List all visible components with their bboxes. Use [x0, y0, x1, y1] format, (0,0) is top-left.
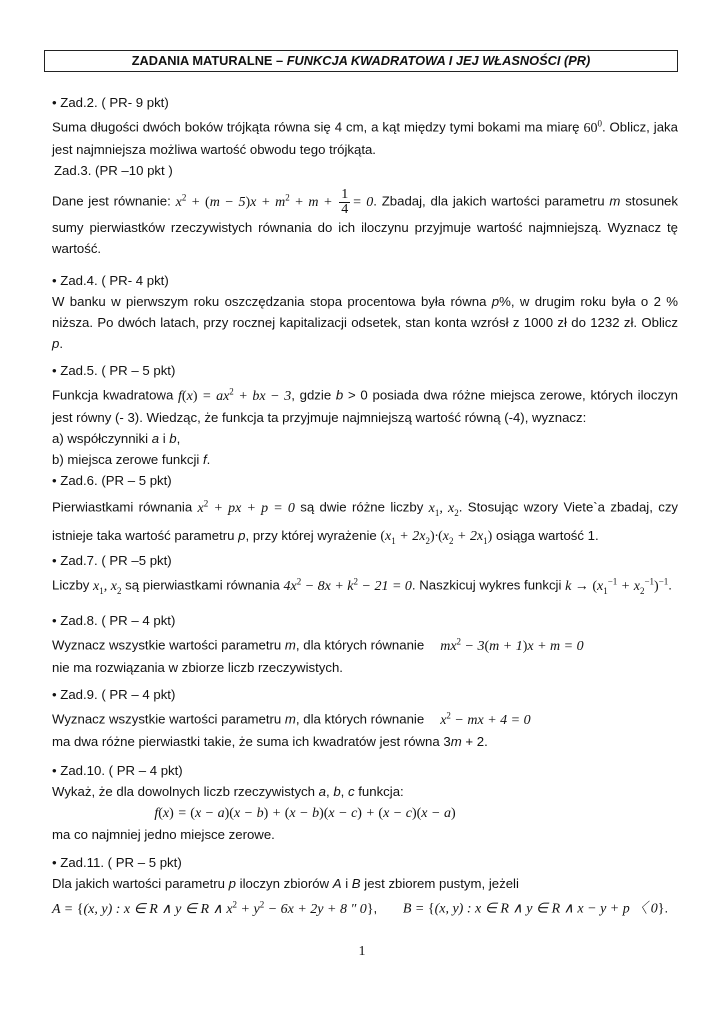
math-expression: $(x_1 + 2x_2)\cdot(x_2 + 2x_1)$	[380, 529, 493, 547]
subtask-a: a) współczynniki a i b,	[52, 430, 181, 446]
page-number: 1	[358, 944, 366, 959]
math-equation: $x^2$ + px + p = 0	[197, 498, 295, 516]
math-function: $f(x) = ax^2$ + bx − 3	[178, 386, 292, 404]
task-heading: • Zad.8. ( PR – 4 pkt)	[52, 613, 176, 628]
math-set-a: A = {(x, y) : x ∈ R ∧ y ∈ R ∧ $x^2 + y^2 - 6x + 2y + 8$ ″ 0}	[52, 899, 374, 917]
math-sets: A = {(x, y) : x ∈ R ∧ y ∈ R ∧ $x^2 + y^2 - 6x + 2y + 8$ ″ 0}, B = {(x, y) : x ∈ R ∧ y ∈ R ∧ x − y + p 〈 0}.	[52, 899, 669, 917]
math-equation: $x^2 + (m - 5)x + m^2 + m$ + $\frac{1}{4}$ = 0	[175, 186, 374, 217]
subtask-b: b) miejsca zerowe funkcji f.	[52, 451, 211, 467]
task-5	[52, 360, 678, 470]
task-11	[52, 852, 678, 920]
math-roots: $x_1$, $x_2$	[93, 578, 122, 596]
task-heading: Zad.3. (PR –10 pkt )	[54, 163, 173, 178]
task-text: W banku w pierwszym roku oszczędzania stopa procentowa była równa p%, w drugim roku była o 2 % niższa. Po dwóch latach, przy rocznej kapitalizacji odsetek, stan konta wzrósł z 1000 zł do 1232 zł. Oblicz p.	[52, 294, 678, 351]
math-angle: $60^0$	[583, 118, 602, 136]
title-italic: FUNKCJA KWADRATOWA I JEJ WŁASNOŚCI (PR)	[286, 53, 591, 68]
task-heading: • Zad.7. ( PR –5 pkt)	[52, 553, 172, 568]
task-text: Dane jest równanie: $x^2 + (m - 5)x + m^2 + m$ + $\frac{1}{4}$ = 0. Zbadaj, dla jakich wartości parametru m stosunek sumy pierwiastków rzeczywistych równania do ich iloczynu przyjmuje wartość najmniejszą. Wyznacz tę wartość.	[52, 186, 678, 256]
math-roots: $x_1$, $x_2$	[428, 500, 459, 518]
task-3	[52, 160, 678, 259]
task-heading: • Zad.5. ( PR – 5 pkt)	[52, 363, 176, 378]
task-text: Suma długości dwóch boków trójkąta równa się 4 cm, a kąt między tymi bokami ma miarę $60^0$. Oblicz, jaka jest najmniejsza możliwa wartość obwodu tego trójkąta.	[52, 118, 678, 157]
task-4	[52, 270, 678, 354]
task-9: • Zad.9. ( PR – 4 pkt) Wyznacz wszystkie wartości parametru m, dla których równanie $x^2$ − mx + 4 = 0 ma dwa różne pierwiastki takie, że suma ich kwadratów jest równa 3m + 2.	[52, 684, 678, 752]
math-set-b: B = {(x, y) : x ∈ R ∧ y ∈ R ∧ x − y + p 〈 0}	[402, 901, 665, 917]
math-function: $k \to (x_1^{-1} + x_2^{-1})^{-1}$	[565, 576, 669, 596]
task-heading: • Zad.10. ( PR – 4 pkt)	[52, 763, 183, 778]
task-2	[52, 92, 678, 160]
task-text: Pierwiastkami równania $x^2$ + px + p = 0 są dwie różne liczby $x_1$, $x_2$. Stosując wzory Viete`a zbadaj, czy istnieje taka wartość parametru p, przy której wyrażenie $(x_1 + 2x_2)\cdot(x_2 + 2x_1)$ osiąga wartość 1.	[52, 498, 679, 547]
task-text: Funkcja kwadratowa $f(x) = ax^2$ + bx − 3, gdzie b > 0 posiada dwa różne miejsca zerowe, których iloczyn jest równy (- 3). Wiedząc, że funkcja ta przyjmuje najmniejszą wartość równą (-4), wyznacz:	[52, 386, 678, 425]
task-text: Wyznacz wszystkie wartości parametru m, dla których równanie $x^2$ − mx + 4 = 0	[52, 710, 531, 728]
task-text: Dla jakich wartości parametru p iloczyn zbiorów A i B jest zbiorem pustym, jeżeli	[52, 876, 519, 891]
task-10: • Zad.10. ( PR – 4 pkt) Wykaż, że dla dowolnych liczb rzeczywistych a, b, c funkcja: f(x) = (x − a)(x − b) + (x − b)(x − c) + (x − c)(x − a) ma co najmniej jedno miejsce zerowe.	[52, 760, 678, 845]
task-heading: • Zad.4. ( PR- 4 pkt)	[52, 273, 169, 288]
math-equation: $mx^2 - 3(m + 1)x + m = 0$	[440, 636, 584, 654]
task-heading: • Zad.11. ( PR – 5 pkt)	[52, 855, 182, 870]
page-title	[44, 50, 678, 72]
task-6	[52, 470, 678, 553]
math-equation: $x^2$ − mx + 4 = 0	[440, 710, 531, 728]
math-function: f(x) = (x − a)(x − b) + (x − b)(x − c) + (x − c)(x − a)	[154, 806, 456, 821]
title-plain: ZADANIA MATURALNE –	[131, 53, 287, 68]
task-heading: • Zad.9. ( PR – 4 pkt)	[52, 687, 176, 702]
task-7	[52, 550, 678, 601]
math-equation: $4x^2 - 8x + k^2 - 21 = 0$	[283, 576, 412, 594]
task-text: Wyznacz wszystkie wartości parametru m, dla których równanie $mx^2 - 3(m + 1)x + m = 0$	[52, 636, 584, 654]
task-8: • Zad.8. ( PR – 4 pkt) Wyznacz wszystkie wartości parametru m, dla których równanie $mx^2 - 3(m + 1)x + m = 0$ nie ma rozwiązania w zbiorze liczb rzeczywistych.	[52, 610, 678, 678]
task-heading: • Zad.2. ( PR- 9 pkt)	[52, 95, 169, 110]
task-text: Liczby $x_1$, $x_2$ są pierwiastkami równania $4x^2 - 8x + k^2 - 21 = 0$. Naszkicuj wykres funkcji $k \to (x_1^{-1} + x_2^{-1})^{-1}$.	[52, 576, 672, 596]
task-text: Wykaż, że dla dowolnych liczb rzeczywistych a, b, c funkcja:	[52, 784, 404, 799]
task-heading: • Zad.6. (PR – 5 pkt)	[52, 473, 172, 488]
